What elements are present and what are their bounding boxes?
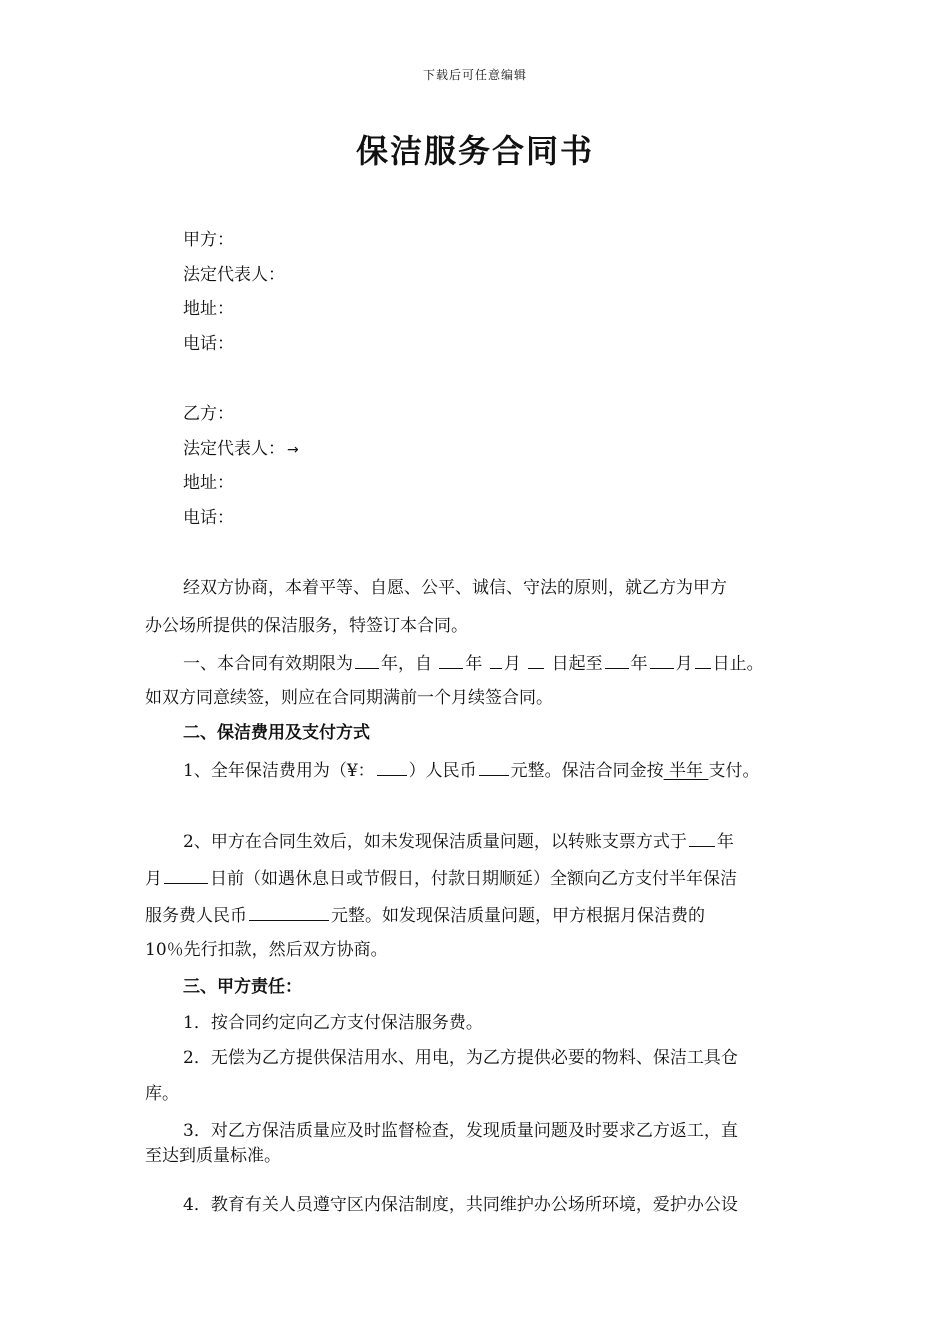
blank-end-day [695, 650, 711, 669]
section-3-item-4-line-1: 4．教育有关人员遵守区内保洁制度，共同维护办公场所环境，爱护办公设 [183, 1195, 738, 1215]
blank-start-day [528, 650, 544, 669]
party-b-phone: 电话： [183, 508, 234, 528]
section-3-item-2-line-1: 2．无偿为乙方提供保洁用水、用电，为乙方提供必要的物料、保洁工具仓 [183, 1048, 738, 1068]
arrow-mark: → [287, 442, 299, 458]
blank-half-year-fee [249, 902, 329, 921]
blank-fee-number [377, 757, 407, 776]
intro-line-2: 办公场所提供的保洁服务，特签订本合同。 [145, 616, 468, 636]
section-2-heading: 二、保洁费用及支付方式 [183, 723, 370, 743]
blank-fee-words [479, 757, 509, 776]
clause-1-line-1: 一、本合同有效期限为 年，自 年 月 日起至 年 月 日止。 [183, 650, 764, 675]
blank-start-year [439, 650, 463, 669]
party-b-address: 地址： [183, 473, 234, 493]
section-3-item-2-line-2: 库。 [145, 1084, 179, 1104]
section-2-item-2-line-2: 月 日前（如遇休息日或节假日，付款日期顺延）全额向乙方支付半年保洁 [145, 865, 737, 890]
section-2-item-1: 1、全年保洁费用为（¥： ）人民币 元整。保洁合同金按 半年 支付。 [183, 757, 759, 782]
party-a-address: 地址： [183, 299, 234, 319]
section-3-item-3-line-2: 至达到质量标准。 [145, 1146, 281, 1166]
document-title: 保洁服务合同书 [355, 132, 594, 170]
intro-line-1: 经双方协商，本着平等、自愿、公平、诚信、守法的原则，就乙方为甲方 [183, 578, 727, 598]
section-3-item-3-line-1: 3．对乙方保洁质量应及时监督检查，发现质量问题及时要求乙方返工，直 [183, 1121, 738, 1141]
party-a-phone: 电话： [183, 334, 234, 354]
blank-term-years [355, 650, 379, 669]
clause-1-line-2: 如双方同意续签，则应在合同期满前一个月续签合同。 [145, 688, 553, 708]
party-b-rep-line [183, 438, 299, 461]
party-a-rep: 法定代表人： [183, 265, 285, 285]
blank-pay-year [689, 828, 715, 847]
payment-period: 半年 [663, 761, 709, 781]
blank-end-year [605, 650, 629, 669]
blank-end-month [650, 650, 674, 669]
header-note: 下载后可任意编辑 [422, 68, 527, 82]
party-b-name: 乙方： [183, 404, 234, 424]
blank-start-month [490, 650, 502, 669]
section-2-item-2-line-3: 服务费人民币 元整。如发现保洁质量问题，甲方根据月保洁费的 [145, 902, 705, 927]
party-b-rep: 法定代表人： [183, 439, 285, 459]
blank-pay-day [164, 865, 208, 884]
section-3-item-1: 1．按合同约定向乙方支付保洁服务费。 [183, 1013, 483, 1033]
section-2-item-2-line-4: 10％先行扣款，然后双方协商。 [145, 940, 388, 960]
section-2-item-2-line-1: 2、甲方在合同生效后，如未发现保洁质量问题，以转账支票方式于 年 [183, 828, 734, 853]
section-3-heading: 三、甲方责任： [183, 977, 302, 997]
party-a-name: 甲方： [183, 230, 234, 250]
